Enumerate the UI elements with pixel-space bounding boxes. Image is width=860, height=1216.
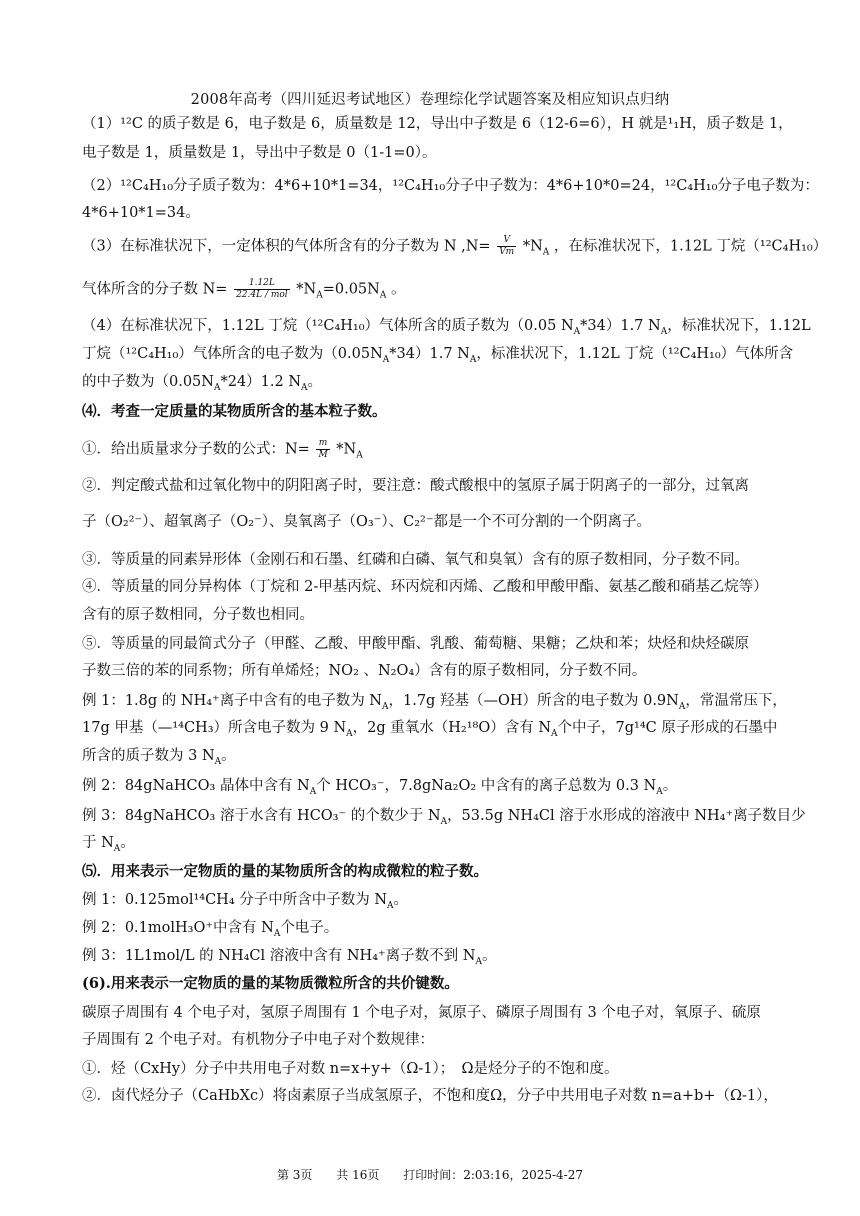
text-line: 子周围有 2 个电子对。有机物分子中电子对个数规律： xyxy=(82,1032,434,1048)
text-line: 所含的质子数为 3 $N_A$。 xyxy=(82,748,236,767)
text-line: 例 1：0.125mol¹⁴CH₄ 分子中所含中子数为 $N_A$。 xyxy=(82,892,409,911)
text-line: ③．等质量的同素异形体（金刚石和石墨、红磷和白磷、氧气和臭氧）含有的原子数相同，分子数不同。 xyxy=(82,552,749,568)
text-line: 例 2：84gNaHCO₃ 晶体中含有 $N_A$个 HCO₃⁻，7.8gNa₂O₂ 中含有的离子总数为 0.3 $N_A$。 xyxy=(82,778,678,797)
text-line: （4）在标准状况下，1.12L 丁烷（¹²C₄H₁₀）气体所含的质子数为（0.05 $N_A*34)1.7$ $N_A$，标准状况下，1.12L xyxy=(82,318,811,337)
text-segment: 。 xyxy=(390,281,406,298)
text-line: 电子数是 1，质量数是 1，导出中子数是 0（1-1=0）。 xyxy=(82,145,437,161)
page-title: 2008年高考（四川延迟考试地区）卷理综化学试题答案及相应知识点归纳 xyxy=(190,92,670,108)
text-line: 子（O₂²⁻）、超氧离子（O₂⁻）、臭氧离子（O₃⁻）、C₂²⁻都是一个不可分割的一个阴离子。 xyxy=(82,514,651,530)
text-line: 17g 甲基（—¹⁴CH₃）所含电子数为 9 $N_A$，2g 重氧水（H₂¹⁸O）含有 $N_A$个中子，7g¹⁴C 原子形成的石墨中 xyxy=(82,720,778,739)
fraction-1.12-over-22.4: $\frac{1.12L}{\text{22.4L / mol}}$ xyxy=(236,278,288,300)
text-line: ②．卤代烃分子（CaHbXc）将卤素原子当成氢原子，不饱和度Ω，分子中共用电子对数 n=a+b+（Ω-1）， xyxy=(82,1088,778,1104)
formula-line: 气体所含的分子数 N= $\frac{1.12L}{\text{22.4L / mol}}$ $*N_A=0.05N_A$ 。 xyxy=(82,278,406,301)
text-line: ⑤．等质量的同最简式分子（甲醛、乙酸、甲酸甲酯、乳酸、葡萄糖、果糖；乙炔和苯；炔烃和炔烃碳原 xyxy=(82,636,749,652)
text-line: 含有的原子数相同，分子数也相同。 xyxy=(82,607,314,623)
section-heading: (6).用来表示一定物质的量的某物质微粒所含的共价键数。 xyxy=(82,975,459,992)
fraction-m-over-M: $\frac{m}{M}$ xyxy=(318,438,328,460)
text-line: 子数三倍的苯的同系物；所有单烯烃；NO₂ 、N₂O₄）含有的原子数相同，分子数不同。 xyxy=(82,663,647,679)
text-line: 例 2：0.1molH₃O⁺中含有 $N_A$个电子。 xyxy=(82,920,339,939)
section-heading: ⑸．用来表示一定物质的量的某物质所含的构成微粒的粒子数。 xyxy=(82,863,488,880)
text-segment: （3）在标准状况下，一定体积的气体所含有的分子数为 N ,N= xyxy=(82,238,491,255)
print-time: 打印时间：2:03:16，2025-4-27 xyxy=(403,1168,584,1182)
text-line: 丁烷（¹²C₄H₁₀）气体所含的电子数为$(0.05N_A*34)1.7$ $N_A$，标准状况下，1.12L 丁烷（¹²C₄H₁₀）气体所含 xyxy=(82,346,794,365)
page-footer xyxy=(0,1166,860,1183)
text-line: ①．烃（CxHy）分子中共用电子对数 n=x+y+（Ω-1）； Ω是烃分子的不饱和度。 xyxy=(82,1061,619,1077)
text-segment: =0.05N xyxy=(322,281,380,298)
text-line: （2）¹²C₄H₁₀分子质子数为：4*6+10*1=34，¹²C₄H₁₀分子中子数为：4*6+10*0=24，¹²C₄H₁₀分子电子数为： xyxy=(82,178,819,194)
text-line: 的中子数为$(0.05N_A*24)1.2$ $N_A$。 xyxy=(82,374,323,393)
text-segment: *N xyxy=(296,281,317,298)
text-line: 例 3：1L1mol/L 的 NH₄Cl 溶液中含有 NH₄⁺离子数不到 $N_A$。 xyxy=(82,948,497,967)
text-segment: *N xyxy=(522,238,543,255)
page-number: 第 3页 xyxy=(276,1168,313,1182)
text-line: 例 1：1.8g 的 NH₄⁺离子中含有的电子数为 $N_A$，1.7g 羟基（—OH）所含的电子数为 $0.9N_A$，常温常压下， xyxy=(82,693,787,712)
formula-line: ①．给出质量求分子数的公式：N= $\frac{m}{M}$ $*N_A$ xyxy=(82,438,363,461)
text-segment: ，在标准状况下，1.12L 丁烷（¹²C₄H₁₀） xyxy=(553,238,828,255)
formula-line: （3）在标准状况下，一定体积的气体所含有的分子数为 N ,N= $\frac{V}{Vm}$ $*N_A$ ，在标准状况下，1.12L 丁烷（¹²C₄H₁₀） xyxy=(82,235,828,258)
section-heading: ⑷．考查一定质量的某物质所含的基本粒子数。 xyxy=(82,403,387,420)
text-line: ④．等质量的同分异构体（丁烷和 2-甲基丙烷、环丙烷和丙烯、乙酸和甲酸甲酯、氨基乙酸和硝基乙烷等） xyxy=(82,579,768,595)
text-line: （1）¹²C 的质子数是 6，电子数是 6，质量数是 12，导出中子数是 6（12-6=6），H 就是¹₁H，质子数是 1， xyxy=(82,116,793,132)
text-line: 例 3：84gNaHCO₃ 溶于水含有 HCO₃⁻ 的个数少于 $N_A$，53.5g NH₄Cl 溶于水形成的溶液中 NH₄⁺离子数目少 xyxy=(82,808,806,827)
text-segment: 气体所含的分子数 N= xyxy=(82,281,228,298)
text-line: 4*6+10*1=34。 xyxy=(82,205,200,221)
fraction-v-over-vm: $\frac{V}{Vm}$ xyxy=(499,235,515,257)
text-line: ②．判定酸式盐和过氧化物中的阴阳离子时，要注意：酸式酸根中的氢原子属于阴离子的一部分，过氧离 xyxy=(82,478,749,494)
page-total: 共 16页 xyxy=(336,1168,380,1182)
text-line: 碳原子周围有 4 个电子对，氢原子周围有 1 个电子对，氮原子、磷原子周围有 3 个电子对，氧原子、硫原 xyxy=(82,1005,761,1021)
text-line: 于 $N_A$。 xyxy=(82,835,135,854)
